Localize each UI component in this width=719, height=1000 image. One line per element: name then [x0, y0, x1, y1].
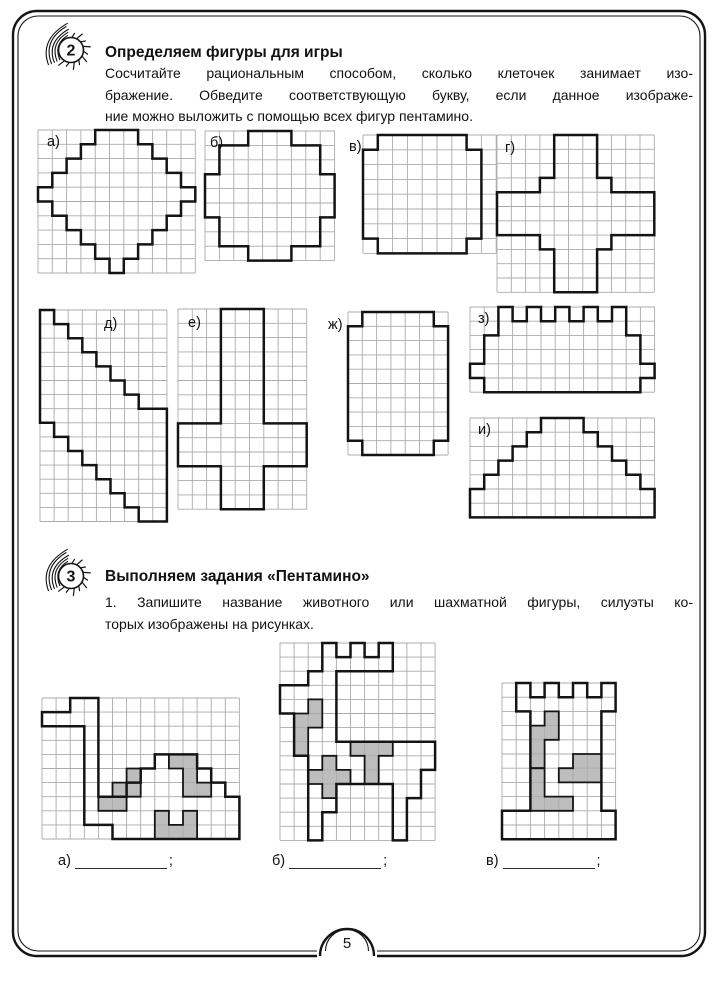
answers-row: [0, 853, 719, 877]
figure-grid-e: [175, 306, 310, 512]
figure-grid-b: [202, 128, 338, 264]
answer-semicolon-1: ;: [168, 853, 173, 869]
figure-grid-zh: [328, 309, 451, 458]
section2-text-line-3: ние можно выложить с помощью всех фигур пентамино.: [105, 108, 473, 124]
svg-text:2: 2: [66, 42, 76, 60]
section3-task-text: [105, 592, 693, 635]
figure-grid-v: [349, 132, 499, 256]
figure-grid-z: [467, 304, 658, 395]
figure-grid-d: [37, 307, 170, 525]
answer-label-1: а): [58, 853, 71, 869]
answer-group-1: [58, 853, 173, 869]
section3-text-line-2: торых изображены на рисунках.: [105, 615, 314, 632]
section3-title: Выполняем задания «Пентамино»: [105, 568, 370, 585]
figure-grid-deer: [277, 640, 438, 843]
answer-semicolon-2: ;: [383, 853, 388, 869]
figure-letter-v[interactable]: в): [349, 139, 362, 155]
svg-text:3: 3: [66, 568, 76, 586]
figure-letter-g[interactable]: г): [505, 140, 516, 156]
answer-label-2: б): [272, 853, 286, 869]
figure-letter-b[interactable]: б): [210, 135, 224, 151]
figure-grid-i: [467, 415, 658, 520]
section2-text-line-2: бражение. Обведите соответствующую букву, если данное изображе-: [105, 86, 693, 103]
section2-instructions: [105, 63, 693, 128]
answer-label-3: в): [486, 853, 499, 869]
figure-letter-z[interactable]: з): [478, 311, 490, 327]
figure-grid-swan: [39, 695, 242, 842]
section2-title: Определяем фигуры для игры: [105, 44, 343, 61]
section2-text-line-1: Сосчитайте рациональным способом, сколько клеточек занимает изо-: [105, 65, 693, 81]
figure-grid-rook: [499, 680, 619, 842]
figure-grid-g: [494, 132, 657, 295]
section3-text-line-1: 1. Запишите название животного или шахматной фигуры, силуэты ко-: [105, 594, 693, 610]
figure-letter-a[interactable]: а): [47, 134, 60, 150]
answer-blank-2[interactable]: [289, 853, 381, 869]
answer-group-2: [272, 853, 387, 869]
figure-letter-e[interactable]: е): [188, 315, 201, 331]
answer-semicolon-3: ;: [596, 853, 601, 869]
figure-letter-d[interactable]: д): [104, 316, 118, 332]
answer-blank-1[interactable]: [75, 853, 167, 869]
figure-letter-i[interactable]: и): [478, 422, 491, 438]
page-number: 5: [342, 935, 352, 952]
section3-sun-badge-icon: [30, 548, 96, 606]
figure-grid-a: [35, 127, 198, 276]
answer-group-3: [486, 853, 601, 869]
section2-sun-badge-icon: [30, 22, 96, 80]
answer-blank-3[interactable]: [503, 853, 595, 869]
figure-letter-zh[interactable]: ж): [328, 317, 343, 333]
